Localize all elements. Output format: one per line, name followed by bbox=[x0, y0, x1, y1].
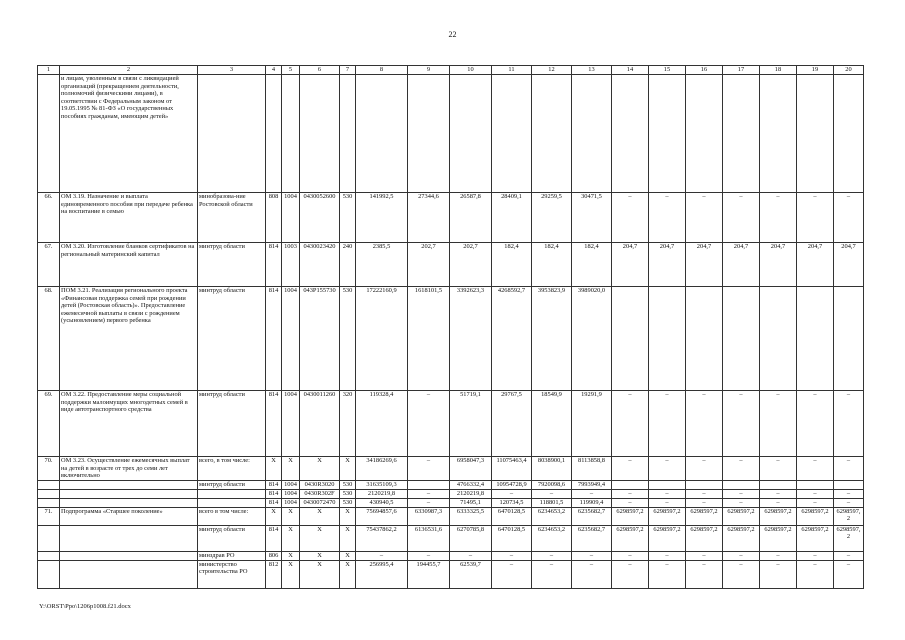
table-cell: 204,7 bbox=[760, 243, 797, 287]
table-row bbox=[38, 560, 864, 588]
table-cell: 240 bbox=[340, 243, 356, 287]
header-col-16: 16 bbox=[686, 66, 723, 75]
table-cell: 62539,7 bbox=[450, 560, 492, 588]
table-cell: 6470128,5 bbox=[492, 507, 532, 525]
table-cell: 814 bbox=[266, 243, 282, 287]
header-row bbox=[38, 66, 864, 75]
table-cell: 320 bbox=[340, 391, 356, 457]
table-cell: 1004 bbox=[282, 193, 300, 243]
table-cell: 1004 bbox=[282, 480, 300, 489]
table-cell: минобразова-ние Ростовской области bbox=[198, 193, 266, 243]
table-cell: – bbox=[649, 391, 686, 457]
table-cell: 31635109,3 bbox=[356, 480, 408, 489]
table-cell: X bbox=[340, 551, 356, 560]
header-col-4: 4 bbox=[266, 66, 282, 75]
table-cell: 3989020,0 bbox=[572, 287, 612, 391]
table-cell: 7993949,4 bbox=[572, 480, 612, 489]
table-cell: 6298597,2 bbox=[649, 507, 686, 525]
header-col-9: 9 bbox=[408, 66, 450, 75]
table-cell: 2120219,8 bbox=[356, 489, 408, 498]
header-col-5: 5 bbox=[282, 66, 300, 75]
table-cell bbox=[38, 498, 60, 507]
table-cell: – bbox=[686, 391, 723, 457]
table-cell bbox=[60, 489, 198, 498]
table-row bbox=[38, 75, 864, 193]
table-cell bbox=[340, 75, 356, 193]
table-cell: 7920098,6 bbox=[532, 480, 572, 489]
table-cell: 71495,1 bbox=[450, 498, 492, 507]
table-cell: 6298597,2 bbox=[686, 507, 723, 525]
table-cell: 6958047,3 bbox=[450, 457, 492, 481]
table-cell: 808 bbox=[266, 193, 282, 243]
table-cell: 204,7 bbox=[686, 243, 723, 287]
table-cell: 11075463,4 bbox=[492, 457, 532, 481]
table-cell: минтруд области bbox=[198, 391, 266, 457]
table-cell: – bbox=[797, 489, 834, 498]
table-cell: – bbox=[797, 560, 834, 588]
table-cell: 27344,6 bbox=[408, 193, 450, 243]
table-cell: 256995,4 bbox=[356, 560, 408, 588]
table-cell: 8113858,8 bbox=[572, 457, 612, 481]
table-cell: 6298597,2 bbox=[760, 525, 797, 551]
header-col-18: 18 bbox=[760, 66, 797, 75]
table-cell: – bbox=[649, 560, 686, 588]
table-cell: 119909,4 bbox=[572, 498, 612, 507]
table-cell: министерство строительства РО bbox=[198, 560, 266, 588]
table-cell: 1004 bbox=[282, 287, 300, 391]
table-cell: – bbox=[834, 489, 864, 498]
table-cell bbox=[612, 480, 649, 489]
table-cell: – bbox=[572, 560, 612, 588]
table-cell: 1004 bbox=[282, 498, 300, 507]
table-row bbox=[38, 287, 864, 391]
table-cell: 0430011260 bbox=[300, 391, 340, 457]
header-col-20: 20 bbox=[834, 66, 864, 75]
table-cell: – bbox=[723, 498, 760, 507]
table-cell bbox=[797, 480, 834, 489]
table-cell: – bbox=[797, 551, 834, 560]
table-row bbox=[38, 498, 864, 507]
table-cell: – bbox=[797, 457, 834, 481]
table-cell: – bbox=[408, 457, 450, 481]
table-cell: 0430052600 bbox=[300, 193, 340, 243]
table-cell: – bbox=[723, 560, 760, 588]
table-cell: 8038900,1 bbox=[532, 457, 572, 481]
table-cell: ОМ 3.19. Назначение и выплата единовременного пособия при передаче ребенка на воспитание в семью bbox=[60, 193, 198, 243]
table-cell: – bbox=[356, 551, 408, 560]
table-cell: 68. bbox=[38, 287, 60, 391]
table-row bbox=[38, 193, 864, 243]
table-cell: 202,7 bbox=[408, 243, 450, 287]
table-cell: – bbox=[612, 498, 649, 507]
table-cell: – bbox=[408, 489, 450, 498]
table-cell bbox=[797, 75, 834, 193]
table-cell: ОМ 3.22. Предоставление меры социальной поддержки малоимущих многодетных семей в виде автотранспортного средства bbox=[60, 391, 198, 457]
table-cell: – bbox=[686, 551, 723, 560]
table-cell: – bbox=[723, 489, 760, 498]
header-col-14: 14 bbox=[612, 66, 649, 75]
table-cell: – bbox=[797, 193, 834, 243]
table-cell: 3953823,9 bbox=[532, 287, 572, 391]
table-cell: 30471,5 bbox=[572, 193, 612, 243]
table-cell: – bbox=[834, 560, 864, 588]
table-cell: – bbox=[686, 560, 723, 588]
table-cell: X bbox=[340, 507, 356, 525]
table-cell: – bbox=[612, 457, 649, 481]
table-cell: – bbox=[834, 551, 864, 560]
table-cell: 814 bbox=[266, 391, 282, 457]
table-cell bbox=[38, 525, 60, 551]
table-cell: 182,4 bbox=[532, 243, 572, 287]
table-cell: X bbox=[300, 525, 340, 551]
table-cell bbox=[60, 551, 198, 560]
table-cell bbox=[723, 480, 760, 489]
header-col-8: 8 bbox=[356, 66, 408, 75]
table-cell: 6298597,2 bbox=[834, 507, 864, 525]
table-cell bbox=[723, 75, 760, 193]
table-row bbox=[38, 551, 864, 560]
table-cell: 10954728,9 bbox=[492, 480, 532, 489]
table-cell bbox=[356, 75, 408, 193]
table-cell: минтруд области bbox=[198, 243, 266, 287]
table-cell bbox=[492, 75, 532, 193]
table-cell: – bbox=[686, 193, 723, 243]
table-cell: 71. bbox=[38, 507, 60, 525]
table-cell bbox=[60, 480, 198, 489]
table-cell bbox=[38, 489, 60, 498]
table-cell: – bbox=[532, 489, 572, 498]
table-cell: 2120219,8 bbox=[450, 489, 492, 498]
table-cell: 530 bbox=[340, 287, 356, 391]
table-cell: 182,4 bbox=[492, 243, 532, 287]
table-cell: минтруд области bbox=[198, 525, 266, 551]
table-cell: 814 bbox=[266, 489, 282, 498]
table-row bbox=[38, 525, 864, 551]
table-cell bbox=[572, 75, 612, 193]
table-cell: – bbox=[408, 498, 450, 507]
table-cell: 118801,5 bbox=[532, 498, 572, 507]
table-cell: – bbox=[686, 498, 723, 507]
table-cell bbox=[300, 75, 340, 193]
table-cell bbox=[38, 551, 60, 560]
table-cell: 29259,5 bbox=[532, 193, 572, 243]
table-cell bbox=[686, 75, 723, 193]
table-cell: минтруд области bbox=[198, 287, 266, 391]
table-cell: 806 bbox=[266, 551, 282, 560]
table-cell bbox=[686, 480, 723, 489]
table-cell: 814 bbox=[266, 480, 282, 489]
table-cell bbox=[723, 287, 760, 391]
table-cell bbox=[38, 560, 60, 588]
table-cell: X bbox=[340, 560, 356, 588]
table-cell: – bbox=[450, 551, 492, 560]
table-cell: – bbox=[760, 193, 797, 243]
table-cell bbox=[612, 287, 649, 391]
table-cell: 204,7 bbox=[723, 243, 760, 287]
table-cell: 6234653,2 bbox=[532, 525, 572, 551]
table-cell: 6298597,2 bbox=[797, 507, 834, 525]
table-cell: 530 bbox=[340, 480, 356, 489]
table-cell: – bbox=[649, 489, 686, 498]
table-cell: 29767,5 bbox=[492, 391, 532, 457]
table-cell: X bbox=[266, 507, 282, 525]
table-cell: ОМ 3.23. Осуществление ежемесячных выплат на детей в возрасте от трех до семи лет включительно bbox=[60, 457, 198, 481]
table-cell: 4268592,7 bbox=[492, 287, 532, 391]
table-cell: – bbox=[723, 193, 760, 243]
table-cell: X bbox=[282, 507, 300, 525]
table-cell: X bbox=[300, 560, 340, 588]
header-col-10: 10 bbox=[450, 66, 492, 75]
table-cell: – bbox=[649, 457, 686, 481]
table-cell: X bbox=[300, 457, 340, 481]
table-cell bbox=[834, 480, 864, 489]
table-cell: X bbox=[282, 525, 300, 551]
table-cell bbox=[198, 75, 266, 193]
table-cell: – bbox=[532, 551, 572, 560]
table-cell bbox=[60, 498, 198, 507]
table-cell: – bbox=[649, 498, 686, 507]
table-cell: – bbox=[612, 391, 649, 457]
table-cell: X bbox=[282, 560, 300, 588]
header-col-1: 1 bbox=[38, 66, 60, 75]
table-row bbox=[38, 480, 864, 489]
table-cell: – bbox=[492, 551, 532, 560]
table-cell: 6333325,5 bbox=[450, 507, 492, 525]
table-cell: 530 bbox=[340, 489, 356, 498]
table-cell: 204,7 bbox=[797, 243, 834, 287]
header-col-19: 19 bbox=[797, 66, 834, 75]
table-cell: 6298597,2 bbox=[834, 525, 864, 551]
table-cell: 6270785,8 bbox=[450, 525, 492, 551]
table-cell: X bbox=[266, 457, 282, 481]
table-cell: ПОМ 3.21. Реализация регионального проекта «Финансовая поддержка семей при рождении детей (Ростовская область)». Предоставление ежемесячной выплаты в связи с рождением (усыновлением) первого ребенка bbox=[60, 287, 198, 391]
table-cell bbox=[408, 480, 450, 489]
table-cell: 812 bbox=[266, 560, 282, 588]
table-row bbox=[38, 391, 864, 457]
table-cell: – bbox=[612, 193, 649, 243]
table-cell: – bbox=[760, 560, 797, 588]
table-cell bbox=[282, 75, 300, 193]
table-cell: 28409,1 bbox=[492, 193, 532, 243]
table-cell: 67. bbox=[38, 243, 60, 287]
file-path-footer: Y:\ORST\Ppo\1206p1008.f21.docx bbox=[39, 603, 131, 610]
table-cell: ОМ 3.20. Изготовление бланков сертификатов на региональный материнский капитал bbox=[60, 243, 198, 287]
table-cell bbox=[408, 75, 450, 193]
table-cell: – bbox=[797, 498, 834, 507]
table-cell: 75694857,6 bbox=[356, 507, 408, 525]
table-cell: – bbox=[760, 489, 797, 498]
table-cell bbox=[760, 75, 797, 193]
table-cell: 141992,5 bbox=[356, 193, 408, 243]
table-cell bbox=[649, 75, 686, 193]
table-cell bbox=[38, 480, 60, 489]
table-cell bbox=[532, 75, 572, 193]
table-cell: 17222160,9 bbox=[356, 287, 408, 391]
table-cell: – bbox=[408, 391, 450, 457]
table-cell: – bbox=[532, 560, 572, 588]
table-cell bbox=[760, 287, 797, 391]
header-col-12: 12 bbox=[532, 66, 572, 75]
table-cell bbox=[60, 525, 198, 551]
table-cell: минтруд области bbox=[198, 480, 266, 489]
table-cell: – bbox=[760, 551, 797, 560]
header-col-11: 11 bbox=[492, 66, 532, 75]
table-cell: – bbox=[492, 489, 532, 498]
table-cell: 6298597,2 bbox=[649, 525, 686, 551]
header-col-6: 6 bbox=[300, 66, 340, 75]
table-cell: – bbox=[572, 489, 612, 498]
table-cell: X bbox=[340, 525, 356, 551]
table-cell bbox=[649, 480, 686, 489]
header-col-3: 3 bbox=[198, 66, 266, 75]
table-cell: 119328,4 bbox=[356, 391, 408, 457]
table-cell: – bbox=[408, 551, 450, 560]
table-cell: – bbox=[834, 498, 864, 507]
table-cell: 0430072470 bbox=[300, 498, 340, 507]
table-cell: 6298597,2 bbox=[760, 507, 797, 525]
table-cell: 18549,9 bbox=[532, 391, 572, 457]
table-cell: – bbox=[649, 193, 686, 243]
budget-table bbox=[37, 65, 864, 589]
table-cell: 0430R3020 bbox=[300, 480, 340, 489]
table-cell: 34186269,6 bbox=[356, 457, 408, 481]
table-cell: 814 bbox=[266, 287, 282, 391]
table-cell: 3392623,3 bbox=[450, 287, 492, 391]
table-cell: – bbox=[686, 457, 723, 481]
table-cell: 204,7 bbox=[834, 243, 864, 287]
table-cell: 204,7 bbox=[649, 243, 686, 287]
table-cell: – bbox=[760, 498, 797, 507]
table-cell: 6330987,3 bbox=[408, 507, 450, 525]
header-col-2: 2 bbox=[60, 66, 198, 75]
table-cell: X bbox=[282, 457, 300, 481]
table-cell: 430940,5 bbox=[356, 498, 408, 507]
table-cell bbox=[834, 75, 864, 193]
table-cell: – bbox=[572, 551, 612, 560]
table-cell: 6298597,2 bbox=[612, 525, 649, 551]
table-cell: – bbox=[834, 391, 864, 457]
table-cell: 043P155730 bbox=[300, 287, 340, 391]
table-cell: 120734,5 bbox=[492, 498, 532, 507]
table-cell: 6234653,2 bbox=[532, 507, 572, 525]
table-cell: 6136531,6 bbox=[408, 525, 450, 551]
table-cell: – bbox=[834, 193, 864, 243]
table-cell: X bbox=[300, 551, 340, 560]
table-row bbox=[38, 243, 864, 287]
table-cell: 814 bbox=[266, 525, 282, 551]
table-cell: всего в том числе: bbox=[198, 507, 266, 525]
table-cell bbox=[797, 287, 834, 391]
table-cell: 75437862,2 bbox=[356, 525, 408, 551]
table-cell: 0430023420 bbox=[300, 243, 340, 287]
header-col-13: 13 bbox=[572, 66, 612, 75]
table-cell: – bbox=[723, 457, 760, 481]
table-cell: 6298597,2 bbox=[797, 525, 834, 551]
table-cell: 6235682,7 bbox=[572, 507, 612, 525]
table-cell: – bbox=[612, 551, 649, 560]
table-cell: 19291,9 bbox=[572, 391, 612, 457]
table-cell: 6298597,2 bbox=[723, 525, 760, 551]
page-number: 22 bbox=[448, 30, 457, 39]
table-cell bbox=[38, 75, 60, 193]
table-cell: 202,7 bbox=[450, 243, 492, 287]
table-cell bbox=[198, 498, 266, 507]
table-cell: 4766332,4 bbox=[450, 480, 492, 489]
header-col-7: 7 bbox=[340, 66, 356, 75]
table-cell: X bbox=[282, 551, 300, 560]
table-row bbox=[38, 489, 864, 498]
table-cell: 70. bbox=[38, 457, 60, 481]
header-col-15: 15 bbox=[649, 66, 686, 75]
table-cell: 1618101,5 bbox=[408, 287, 450, 391]
table-cell bbox=[834, 287, 864, 391]
table-cell bbox=[450, 75, 492, 193]
table-cell: – bbox=[797, 391, 834, 457]
table-cell: 814 bbox=[266, 498, 282, 507]
table-cell: 6298597,2 bbox=[723, 507, 760, 525]
table-cell bbox=[649, 287, 686, 391]
table-cell: и лицам, уволенным в связи с ликвидацией организаций (прекращением деятельности, полномочий физическими лицами), в соответствии с Федеральным законом от 19.05.1995 № 81-ФЗ «О государственных пособиях гражданам, имеющим детей» bbox=[60, 75, 198, 193]
table-cell: всего, в том числе: bbox=[198, 457, 266, 481]
table-cell: X bbox=[300, 507, 340, 525]
table-cell: – bbox=[686, 489, 723, 498]
table-cell: минздрав РО bbox=[198, 551, 266, 560]
table-cell bbox=[60, 560, 198, 588]
table-cell: – bbox=[612, 560, 649, 588]
table-cell: 530 bbox=[340, 498, 356, 507]
table-cell: X bbox=[340, 457, 356, 481]
table-cell: 1004 bbox=[282, 391, 300, 457]
table-cell: Подпрограмма «Старшее поколение» bbox=[60, 507, 198, 525]
table-cell: – bbox=[834, 457, 864, 481]
header-col-17: 17 bbox=[723, 66, 760, 75]
table-cell: – bbox=[760, 391, 797, 457]
table-cell: – bbox=[649, 551, 686, 560]
table-cell: 1004 bbox=[282, 489, 300, 498]
table-cell: – bbox=[723, 551, 760, 560]
table-cell: 1003 bbox=[282, 243, 300, 287]
table-row bbox=[38, 507, 864, 525]
table-cell: – bbox=[612, 489, 649, 498]
table-cell: 204,7 bbox=[612, 243, 649, 287]
table-cell bbox=[760, 480, 797, 489]
table-cell: 51719,1 bbox=[450, 391, 492, 457]
table-cell: 6298597,2 bbox=[612, 507, 649, 525]
table-cell: 6298597,2 bbox=[686, 525, 723, 551]
table-cell bbox=[266, 75, 282, 193]
table-cell: 194455,7 bbox=[408, 560, 450, 588]
table-cell: – bbox=[760, 457, 797, 481]
table-cell bbox=[612, 75, 649, 193]
table-cell bbox=[686, 287, 723, 391]
table-cell: 0430R302F bbox=[300, 489, 340, 498]
table-cell: 530 bbox=[340, 193, 356, 243]
table-cell: 6470128,5 bbox=[492, 525, 532, 551]
table-cell: – bbox=[723, 391, 760, 457]
table-cell: 66. bbox=[38, 193, 60, 243]
table-row bbox=[38, 457, 864, 481]
table-cell: 26587,8 bbox=[450, 193, 492, 243]
table-cell: 182,4 bbox=[572, 243, 612, 287]
table-cell: 6235682,7 bbox=[572, 525, 612, 551]
table-cell: 2385,5 bbox=[356, 243, 408, 287]
table-cell: 69. bbox=[38, 391, 60, 457]
table-cell: – bbox=[492, 560, 532, 588]
table-cell bbox=[198, 489, 266, 498]
